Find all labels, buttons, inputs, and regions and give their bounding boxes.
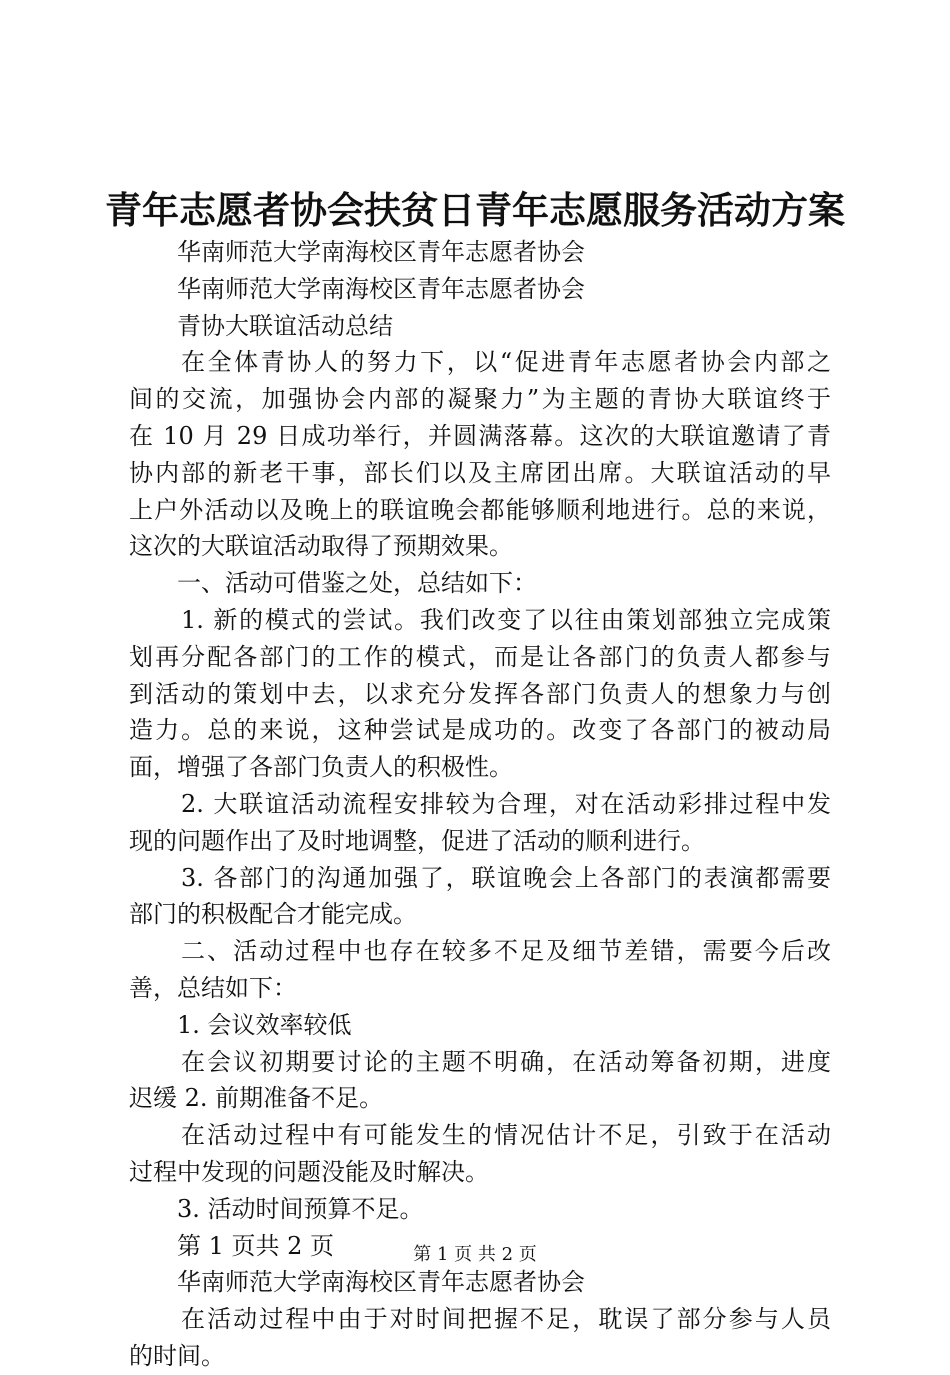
paragraph-line: 在活动过程中由于对时间把握不足，耽误了部分参与人员 (181, 1305, 831, 1334)
paragraph-line: 3. 活动时间预算不足。 (177, 1194, 424, 1223)
section-heading: 二、活动过程中也存在较多不足及细节差错，需要今后改 (181, 937, 831, 966)
paragraph-line: 善，总结如下： (129, 973, 297, 1002)
paragraph-line: 协内部的新老干事，部长们以及主席团出席。大联谊活动的早 (129, 458, 831, 487)
inline-page-marker: 第 1 页共 2 页 (177, 1231, 335, 1260)
paragraph-line: 在会议初期要讨论的主题不明确，在活动筹备初期，进度 (181, 1047, 831, 1076)
paragraph-line: 部门的积极配合才能完成。 (129, 900, 417, 929)
paragraph-line: 上户外活动以及晚上的联谊晚会都能够顺利地进行。总的来说， (129, 495, 831, 524)
paragraph-line: 在 10 月 29 日成功举行，并圆满落幕。这次的大联谊邀请了青 (129, 421, 831, 450)
paragraph-line: 在活动过程中有可能发生的情况估计不足，引致于在活动 (181, 1121, 831, 1150)
paragraph-line: 华南师范大学南海校区青年志愿者协会 (177, 238, 585, 266)
paragraph-line: 现的问题作出了及时地调整，促进了活动的顺利进行。 (129, 826, 705, 855)
document-body (129, 234, 831, 1375)
paragraph-line: 3. 各部门的沟通加强了，联谊晚会上各部门的表演都需要 (181, 863, 831, 892)
paragraph-line: 1. 会议效率较低 (177, 1010, 352, 1039)
section-heading: 一、活动可借鉴之处，总结如下： (177, 569, 537, 598)
paragraph-line: 华南师范大学南海校区青年志愿者协会 (177, 1268, 585, 1297)
paragraph-line: 1. 新的模式的尝试。我们改变了以往由策划部独立完成策 (181, 605, 831, 634)
paragraph-line: 间的交流，加强协会内部的凝聚力”为主题的青协大联谊终于 (129, 385, 831, 414)
paragraph-line: 这次的大联谊活动取得了预期效果。 (129, 532, 513, 561)
document-title: 青年志愿者协会扶贫日青年志愿服务活动方案 (105, 188, 845, 232)
paragraph-line: 的时间。 (129, 1341, 225, 1370)
paragraph-line: 到活动的策划中去，以求充分发挥各部门负责人的想象力与创 (129, 679, 831, 708)
page-footer: 第 1 页 共 2 页 (413, 1244, 537, 1265)
paragraph-line: 划再分配各部门的工作的模式，而是让各部门的负责人都参与 (129, 642, 831, 671)
paragraph-line: 面，增强了各部门负责人的积极性。 (129, 753, 513, 782)
paragraph-line: 在全体青协人的努力下，以“促进青年志愿者协会内部之 (181, 348, 831, 377)
paragraph-line: 迟缓 2. 前期准备不足。 (129, 1084, 384, 1113)
paragraph-line: 青协大联谊活动总结 (177, 311, 393, 340)
paragraph-line: 过程中发现的问题没能及时解决。 (129, 1157, 489, 1186)
paragraph-line: 华南师范大学南海校区青年志愿者协会 (177, 274, 585, 303)
paragraph-line: 造力。总的来说，这种尝试是成功的。改变了各部门的被动局 (129, 716, 831, 745)
paragraph-line: 2. 大联谊活动流程安排较为合理，对在活动彩排过程中发 (181, 789, 831, 818)
